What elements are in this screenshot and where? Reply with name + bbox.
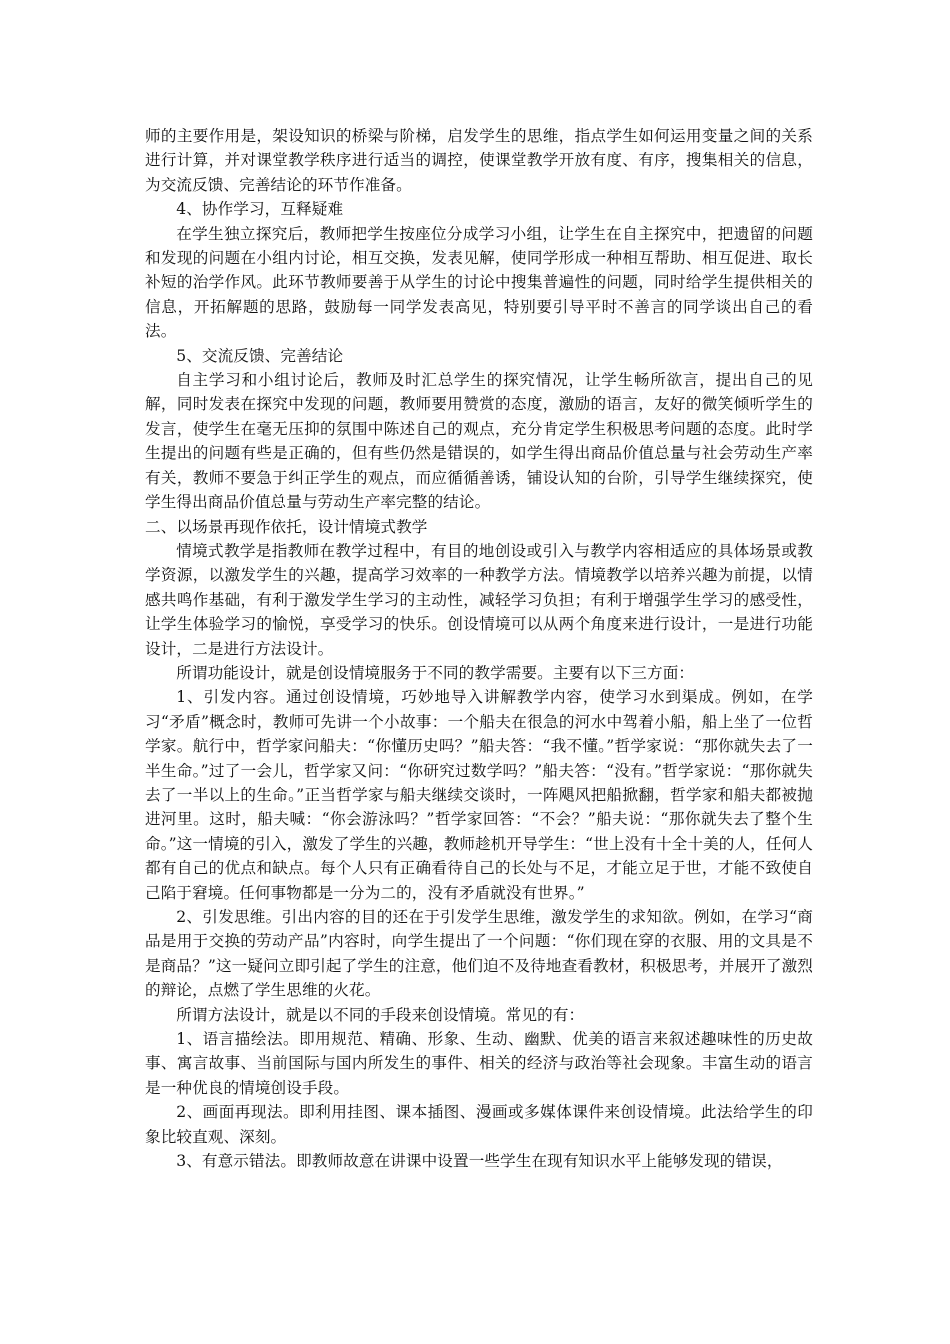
paragraph-situational-definition: 情境式教学是指教师在教学过程中，有目的地创设或引入与教学内容相适应的具体场景或教学资源，以激发学生的兴趣，提高学习效率的一种教学方法。情境教学以培养兴趣为前提，以情感共鸣作基础，有利于激发学生学习的主动性，减轻学习负担；有利于增强学生学习的感受性，让学生体验学习的愉悦，享受学习的快乐。创设情境可以从两个角度来进行设计，一是进行功能设计，二是进行方法设计。 bbox=[145, 541, 813, 658]
paragraph-teacher-role: 师的主要作用是，架设知识的桥梁与阶梯，启发学生的思维，指点学生如何运用变量之间的关系进行计算，并对课堂教学秩序进行适当的调控，使课堂教学开放有度、有序，搜集相关的信息，为交流反馈、完善结论的环节作准备。 bbox=[145, 127, 813, 194]
paragraph-function-design: 所谓功能设计，就是创设情境服务于不同的教学需要。主要有以下三方面： bbox=[176, 663, 695, 682]
paragraph-intentional-error: 3、有意示错法。即教师故意在讲课中设置一些学生在现有知识水平上能够发现的错误， bbox=[176, 1152, 783, 1171]
paragraph-introduce-content: 1、引发内容。通过创设情境，巧妙地导入讲解教学内容，使学习水到渠成。例如，在学习“矛盾”概念时，教师可先讲一个小故事：一个船夫在很急的河水中驾着小船，船上坐了一位哲学家。航行中，哲学家问船夫：“你懂历史吗？”船夫答：“我不懂。”哲学家说：“那你就失去了一半生命。”过了一会儿，哲学家又问：“你研究过数学吗？”船夫答：“没有。”哲学家说：“那你就失去了一半以上的生命。”正当哲学家与船夫继续交谈时，一阵飓风把船掀翻，哲学家和船夫都被抛进河里。这时，船夫喊：“你会游泳吗？”哲学家回答：“不会？”船夫说：“那你就失去了整个生命。”这一情境的引入，激发了学生的兴趣，教师趁机开导学生：“世上没有十全十美的人，任何人都有自己的优点和缺点。每个人只有正确看待自己的长处与不足，才能立足于世，才能不致使自己陷于窘境。任何事物都是一分为二的，没有矛盾就没有世界。” bbox=[145, 688, 813, 902]
heading-feedback-conclusion: 5、交流反馈、完善结论 bbox=[176, 346, 344, 365]
paragraph-method-design: 所谓方法设计，就是以不同的手段来创设情境。常见的有： bbox=[176, 1005, 585, 1024]
heading-collaborative-learning: 4、协作学习，互释疑难 bbox=[176, 200, 344, 219]
paragraph-feedback: 自主学习和小组讨论后，教师及时汇总学生的探究情况，让学生畅所欲言，提出自己的见解，同时发表在探究中发现的问题，教师要用赞赏的态度，激励的语言，友好的微笑倾听学生的发言，使学生在毫无压抑的氛围中陈述自己的观点，充分肯定学生积极思考问题的态度。此时学生提出的问题有些是正确的，但有些仍然是错误的，如学生得出商品价值总量与社会劳动生产率有关，教师不要急于纠正学生的观点，而应循循善诱，铺设认知的台阶，引导学生继续探究，使学生得出商品价值总量与劳动生产率完整的结论。 bbox=[145, 371, 813, 512]
document-body bbox=[145, 124, 813, 1173]
section-heading-situational-teaching: 二、以场景再现作依托，设计情境式教学 bbox=[145, 517, 428, 536]
paragraph-group-discussion: 在学生独立探究后，教师把学生按座位分成学习小组，让学生在自主探究中，把遗留的问题和发现的问题在小组内讨论，相互交换，发表见解，使同学形成一种相互帮助、相互促进、取长补短的治学作风。此环节教师要善于从学生的讨论中搜集普遍性的问题，同时给学生提供相关的信息，开拓解题的思路，鼓励每一同学发表高见，特别要引导平时不善言的同学谈出自己的看法。 bbox=[145, 224, 813, 341]
paragraph-picture-reproduction: 2、画面再现法。即利用挂图、课本插图、漫画或多媒体课件来创设情境。此法给学生的印象比较直观、深刻。 bbox=[145, 1103, 813, 1146]
paragraph-language-description: 1、语言描绘法。即用规范、精确、形象、生动、幽默、优美的语言来叙述趣味性的历史故事、寓言故事、当前国际与国内所发生的事件、相关的经济与政治等社会现象。丰富生动的语言是一种优良的情境创设手段。 bbox=[145, 1030, 813, 1097]
paragraph-stimulate-thinking: 2、引发思维。引出内容的目的还在于引发学生思维，激发学生的求知欲。例如，在学习“商品是用于交换的劳动产品”内容时，向学生提出了一个问题：“你们现在穿的衣服、用的文具是不是商品？”这一疑问立即引起了学生的注意，他们迫不及待地查看教材，积极思考，并展开了激烈的辩论，点燃了学生思维的火花。 bbox=[145, 908, 813, 1000]
